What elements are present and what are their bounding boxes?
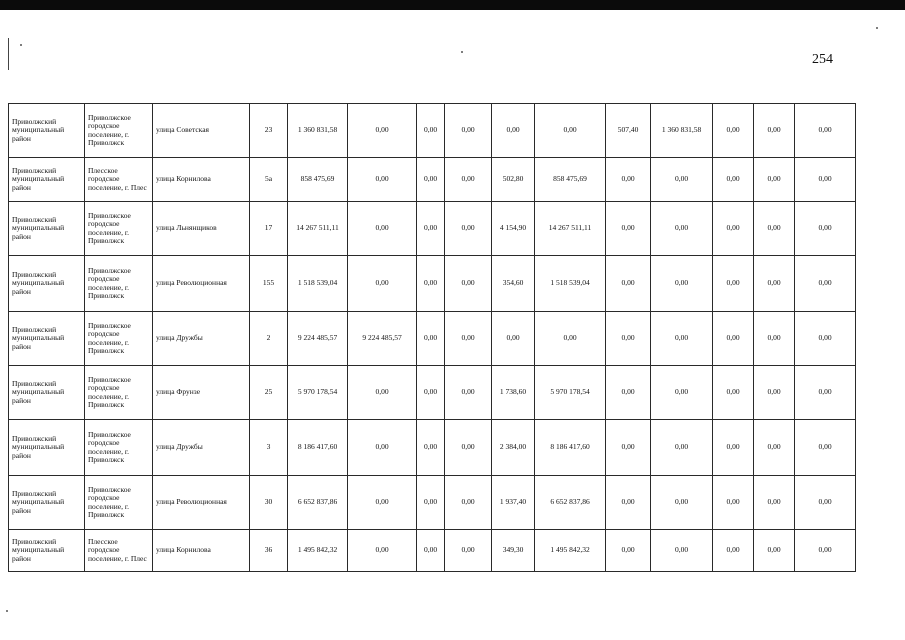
value-cell: 1 518 539,04 [288, 256, 348, 312]
value-cell: 0,00 [492, 104, 535, 158]
scan-margin-mark [8, 38, 9, 70]
value-cell: 0,00 [606, 312, 651, 366]
value-cell: 0,00 [651, 158, 713, 202]
value-cell: 0,00 [348, 202, 417, 256]
district-cell: Приволжский муниципальный район [9, 104, 85, 158]
value-cell: 0,00 [754, 256, 795, 312]
value-cell: 1 360 831,58 [288, 104, 348, 158]
district-cell: Приволжский муниципальный район [9, 256, 85, 312]
table-row [9, 366, 856, 420]
street-cell: улица Льнянщиков [153, 202, 250, 256]
value-cell: 1 495 842,32 [288, 530, 348, 572]
value-cell: 0,00 [606, 366, 651, 420]
value-cell: 0,00 [651, 312, 713, 366]
value-cell: 507,40 [606, 104, 651, 158]
value-cell: 0,00 [445, 530, 492, 572]
value-cell: 0,00 [713, 366, 754, 420]
value-cell: 0,00 [417, 158, 445, 202]
settlement-cell: Приволжское городское поселение, г. Приволжск [85, 202, 153, 256]
value-cell: 0,00 [754, 104, 795, 158]
table-row [9, 158, 856, 202]
value-cell: 0,00 [445, 420, 492, 476]
value-cell: 0,00 [754, 158, 795, 202]
value-cell: 0,00 [754, 420, 795, 476]
settlement-cell: Приволжское городское поселение, г. Приволжск [85, 476, 153, 530]
housing-registry-table [8, 103, 856, 572]
scan-speck [876, 27, 878, 29]
house-number-cell: 5а [250, 158, 288, 202]
value-cell: 0,00 [606, 530, 651, 572]
settlement-cell: Приволжское городское поселение, г. Приволжск [85, 312, 153, 366]
value-cell: 0,00 [348, 366, 417, 420]
street-cell: улица Фрунзе [153, 366, 250, 420]
house-number-cell: 36 [250, 530, 288, 572]
district-cell: Приволжский муниципальный район [9, 420, 85, 476]
value-cell: 0,00 [754, 312, 795, 366]
value-cell: 502,80 [492, 158, 535, 202]
value-cell: 5 970 178,54 [288, 366, 348, 420]
value-cell: 2 384,00 [492, 420, 535, 476]
value-cell: 14 267 511,11 [288, 202, 348, 256]
house-number-cell: 23 [250, 104, 288, 158]
value-cell: 0,00 [651, 256, 713, 312]
settlement-cell: Приволжское городское поселение, г. Приволжск [85, 366, 153, 420]
value-cell: 0,00 [651, 476, 713, 530]
value-cell: 0,00 [754, 202, 795, 256]
value-cell: 0,00 [445, 202, 492, 256]
value-cell: 0,00 [417, 420, 445, 476]
value-cell: 0,00 [795, 256, 856, 312]
value-cell: 9 224 485,57 [348, 312, 417, 366]
house-number-cell: 17 [250, 202, 288, 256]
table-row [9, 530, 856, 572]
value-cell: 0,00 [651, 202, 713, 256]
value-cell: 349,30 [492, 530, 535, 572]
house-number-cell: 155 [250, 256, 288, 312]
street-cell: улица Революционная [153, 256, 250, 312]
value-cell: 9 224 485,57 [288, 312, 348, 366]
table-row [9, 202, 856, 256]
scan-speck [6, 610, 8, 612]
value-cell: 0,00 [795, 476, 856, 530]
value-cell: 0,00 [713, 104, 754, 158]
street-cell: улица Корнилова [153, 158, 250, 202]
value-cell: 0,00 [445, 104, 492, 158]
value-cell: 0,00 [713, 312, 754, 366]
value-cell: 0,00 [606, 202, 651, 256]
district-cell: Приволжский муниципальный район [9, 476, 85, 530]
value-cell: 0,00 [795, 530, 856, 572]
scan-speck [20, 44, 22, 46]
value-cell: 1 937,40 [492, 476, 535, 530]
value-cell: 0,00 [795, 104, 856, 158]
value-cell: 0,00 [348, 420, 417, 476]
value-cell: 8 186 417,60 [535, 420, 606, 476]
value-cell: 0,00 [348, 256, 417, 312]
value-cell: 0,00 [754, 476, 795, 530]
settlement-cell: Приволжское городское поселение, г. Приволжск [85, 104, 153, 158]
value-cell: 0,00 [795, 420, 856, 476]
district-cell: Приволжский муниципальный район [9, 312, 85, 366]
value-cell: 0,00 [492, 312, 535, 366]
value-cell: 0,00 [348, 158, 417, 202]
table-row [9, 312, 856, 366]
value-cell: 0,00 [417, 530, 445, 572]
settlement-cell: Плесское городское поселение, г. Плес [85, 158, 153, 202]
value-cell: 0,00 [348, 104, 417, 158]
value-cell: 0,00 [754, 530, 795, 572]
street-cell: улица Дружбы [153, 420, 250, 476]
value-cell: 6 652 837,86 [288, 476, 348, 530]
value-cell: 0,00 [651, 530, 713, 572]
value-cell: 0,00 [445, 256, 492, 312]
value-cell: 0,00 [348, 476, 417, 530]
value-cell: 0,00 [445, 312, 492, 366]
value-cell: 0,00 [417, 366, 445, 420]
value-cell: 0,00 [417, 202, 445, 256]
value-cell: 354,60 [492, 256, 535, 312]
settlement-cell: Плесское городское поселение, г. Плес [85, 530, 153, 572]
settlement-cell: Приволжское городское поселение, г. Приволжск [85, 256, 153, 312]
value-cell: 0,00 [606, 158, 651, 202]
house-number-cell: 2 [250, 312, 288, 366]
value-cell: 858 475,69 [288, 158, 348, 202]
value-cell: 8 186 417,60 [288, 420, 348, 476]
table-row [9, 104, 856, 158]
scan-speck [461, 51, 463, 53]
value-cell: 0,00 [417, 256, 445, 312]
value-cell: 1 518 539,04 [535, 256, 606, 312]
table-row [9, 420, 856, 476]
district-cell: Приволжский муниципальный район [9, 202, 85, 256]
street-cell: улица Корнилова [153, 530, 250, 572]
value-cell: 0,00 [795, 202, 856, 256]
value-cell: 14 267 511,11 [535, 202, 606, 256]
value-cell: 0,00 [348, 530, 417, 572]
value-cell: 6 652 837,86 [535, 476, 606, 530]
value-cell: 0,00 [651, 420, 713, 476]
value-cell: 0,00 [606, 476, 651, 530]
value-cell: 0,00 [713, 256, 754, 312]
value-cell: 4 154,90 [492, 202, 535, 256]
value-cell: 0,00 [606, 420, 651, 476]
street-cell: улица Дружбы [153, 312, 250, 366]
value-cell: 0,00 [795, 366, 856, 420]
value-cell: 0,00 [606, 256, 651, 312]
value-cell: 0,00 [713, 420, 754, 476]
value-cell: 0,00 [713, 530, 754, 572]
value-cell: 0,00 [417, 476, 445, 530]
value-cell: 0,00 [713, 158, 754, 202]
value-cell: 1 495 842,32 [535, 530, 606, 572]
value-cell: 858 475,69 [535, 158, 606, 202]
street-cell: улица Революционная [153, 476, 250, 530]
value-cell: 0,00 [754, 366, 795, 420]
value-cell: 0,00 [535, 312, 606, 366]
value-cell: 0,00 [713, 202, 754, 256]
value-cell: 0,00 [795, 312, 856, 366]
value-cell: 1 360 831,58 [651, 104, 713, 158]
value-cell: 0,00 [445, 476, 492, 530]
value-cell: 0,00 [651, 366, 713, 420]
page-number: 254 [812, 52, 833, 67]
district-cell: Приволжский муниципальный район [9, 530, 85, 572]
value-cell: 0,00 [445, 366, 492, 420]
scan-top-border [0, 0, 905, 10]
value-cell: 1 738,60 [492, 366, 535, 420]
value-cell: 0,00 [417, 312, 445, 366]
house-number-cell: 3 [250, 420, 288, 476]
house-number-cell: 25 [250, 366, 288, 420]
value-cell: 0,00 [535, 104, 606, 158]
value-cell: 0,00 [417, 104, 445, 158]
district-cell: Приволжский муниципальный район [9, 158, 85, 202]
value-cell: 0,00 [795, 158, 856, 202]
value-cell: 5 970 178,54 [535, 366, 606, 420]
value-cell: 0,00 [713, 476, 754, 530]
street-cell: улица Советская [153, 104, 250, 158]
settlement-cell: Приволжское городское поселение, г. Приволжск [85, 420, 153, 476]
table-row [9, 476, 856, 530]
district-cell: Приволжский муниципальный район [9, 366, 85, 420]
value-cell: 0,00 [445, 158, 492, 202]
house-number-cell: 30 [250, 476, 288, 530]
table-row [9, 256, 856, 312]
